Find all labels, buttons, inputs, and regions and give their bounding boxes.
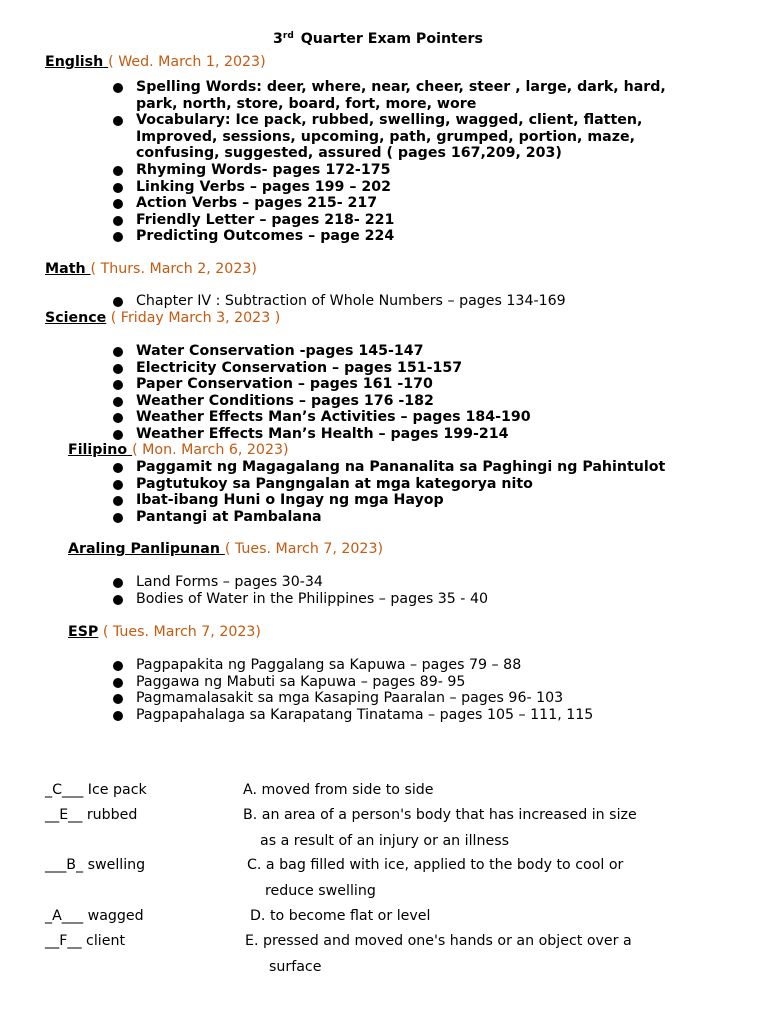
ap-heading: Araling Panlipunan ( Tues. March 7, 2023) (68, 541, 384, 557)
science-heading: Science ( Friday March 3, 2023 ) (45, 310, 281, 326)
science-list (113, 343, 531, 443)
bullet-icon (113, 480, 123, 490)
page-title: 3rd Quarter Exam Pointers (273, 31, 483, 47)
list-item: Weather Conditions – pages 176 -182 (113, 393, 531, 410)
bullet-icon (113, 232, 123, 242)
bullet-icon (113, 347, 123, 357)
bullet-icon (113, 364, 123, 374)
match-right-item: B. an area of a person's body that has increased in size (243, 807, 637, 823)
list-item: Pagmamalasakit sa mga Kasaping Paaralan – pages 96- 103 (113, 690, 593, 707)
match-right-continuation: surface (269, 959, 322, 975)
list-item: Linking Verbs – pages 199 – 202 (113, 179, 666, 196)
match-right-item: A. moved from side to side (243, 782, 434, 798)
list-item: Bodies of Water in the Philippines – pages 35 - 40 (113, 591, 488, 608)
list-item: Water Conservation -pages 145-147 (113, 343, 531, 360)
list-item: Paggamit ng Magagalang na Pananalita sa Paghingi ng Pahintulot (113, 459, 665, 476)
match-right-continuation: as a result of an injury or an illness (260, 833, 509, 849)
bullet-icon (113, 661, 123, 671)
ap-list (113, 574, 488, 607)
bullet-icon (113, 199, 123, 209)
list-item-continuation: Improved, sessions, upcoming, path, grumped, portion, maze, (136, 128, 635, 145)
list-item: Ibat-ibang Huni o Ingay ng mga Hayop (113, 492, 665, 509)
match-right-item: D. to become flat or level (250, 908, 431, 924)
match-right-item: C. a bag filled with ice, applied to the body to cool or (247, 857, 624, 873)
english-heading: English ( Wed. March 1, 2023) (45, 54, 266, 70)
match-left-item: ___B_ swelling (45, 857, 146, 873)
list-item: Electricity Conservation – pages 151-157 (113, 360, 531, 377)
match-left-item: _A___ wagged (45, 908, 144, 924)
list-item: Friendly Letter – pages 218- 221 (113, 212, 666, 229)
list-item: Land Forms – pages 30-34 (113, 574, 488, 591)
bullet-icon (113, 380, 123, 390)
bullet-icon (113, 678, 123, 688)
bullet-icon (113, 595, 123, 605)
english-list (113, 79, 666, 245)
list-item: Chapter IV : Subtraction of Whole Numbers – pages 134-169 (113, 293, 566, 310)
bullet-icon (113, 496, 123, 506)
match-right-item: E. pressed and moved one's hands or an object over a (245, 933, 632, 949)
match-left-item: __F__ client (45, 933, 126, 949)
list-item: Vocabulary: Ice pack, rubbed, swelling, wagged, client, flatten, (113, 112, 666, 129)
bullet-icon (113, 463, 123, 473)
list-item: Action Verbs – pages 215- 217 (113, 195, 666, 212)
math-list (113, 293, 566, 310)
bullet-icon (113, 413, 123, 423)
list-item: Weather Effects Man’s Activities – pages 184-190 (113, 409, 531, 426)
list-item: Spelling Words: deer, where, near, cheer, steer , large, dark, hard, (113, 79, 666, 96)
filipino-list (113, 459, 665, 525)
list-item: Pantangi at Pambalana (113, 509, 665, 526)
list-item: Pagtutukoy sa Pangngalan at mga kategorya nito (113, 476, 665, 493)
esp-list (113, 657, 593, 723)
list-item-continuation: confusing, suggested, assured ( pages 167,209, 203) (136, 145, 562, 162)
list-item: Paggawa ng Mabuti sa Kapuwa – pages 89- 95 (113, 674, 593, 691)
bullet-icon (113, 430, 123, 440)
bullet-icon (113, 183, 123, 193)
match-right-continuation: reduce swelling (265, 883, 376, 899)
bullet-icon (113, 166, 123, 176)
list-item: Rhyming Words- pages 172-175 (113, 162, 666, 179)
esp-heading: ESP ( Tues. March 7, 2023) (68, 624, 261, 640)
filipino-heading: Filipino ( Mon. March 6, 2023) (68, 442, 289, 458)
bullet-icon (113, 83, 123, 93)
list-item: Predicting Outcomes – page 224 (113, 228, 666, 245)
match-left-item: __E__ rubbed (45, 807, 138, 823)
math-heading: Math ( Thurs. March 2, 2023) (45, 261, 257, 277)
list-item: Paper Conservation – pages 161 -170 (113, 376, 531, 393)
bullet-icon (113, 694, 123, 704)
bullet-icon (113, 216, 123, 226)
match-left-item: _C___ Ice pack (45, 782, 147, 798)
bullet-icon (113, 513, 123, 523)
list-item-continuation: park, north, store, board, fort, more, wore (136, 95, 477, 112)
bullet-icon (113, 297, 123, 307)
bullet-icon (113, 116, 123, 126)
list-item: Pagpapakita ng Paggalang sa Kapuwa – pages 79 – 88 (113, 657, 593, 674)
list-item: Weather Effects Man’s Health – pages 199-214 (113, 426, 531, 443)
bullet-icon (113, 578, 123, 588)
list-item: Pagpapahalaga sa Karapatang Tinatama – pages 105 – 111, 115 (113, 707, 593, 724)
bullet-icon (113, 711, 123, 721)
bullet-icon (113, 397, 123, 407)
